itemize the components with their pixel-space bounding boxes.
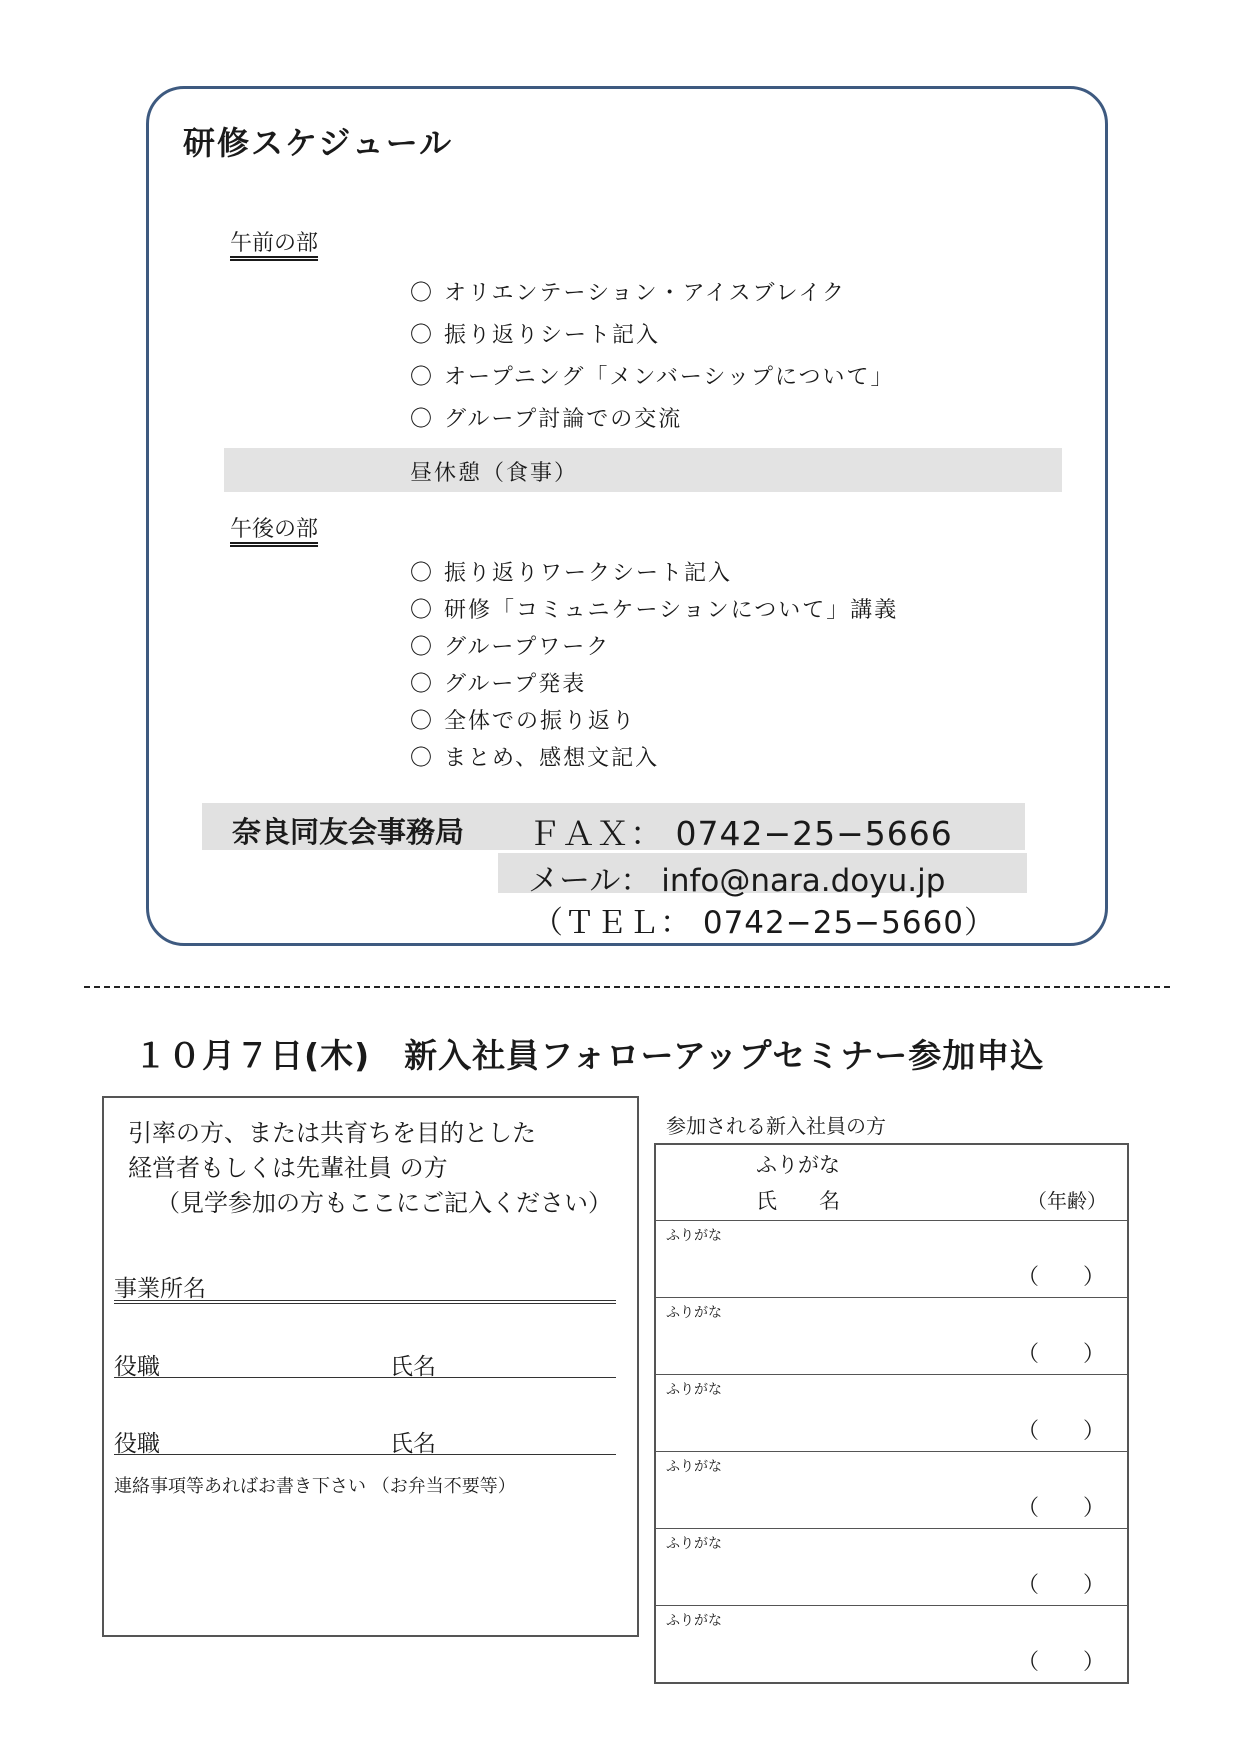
mail-address: メール： info@nara.doyu.jp <box>528 863 946 899</box>
morning-item <box>410 318 660 349</box>
circle-bullet-icon: 〇 <box>410 561 435 586</box>
item-label: 研修「コミュニケーションについて」講義 <box>444 598 899 623</box>
age-field[interactable]: （ ） <box>1016 1419 1105 1444</box>
circle-bullet-icon: 〇 <box>410 323 435 348</box>
employee-row[interactable] <box>656 1606 1127 1682</box>
afternoon-item <box>410 667 586 698</box>
header-name: 氏 名 <box>756 1189 840 1213</box>
row-furigana: ふりがな <box>666 1613 722 1629</box>
item-label: オリエンテーション・アイスブレイク <box>444 281 847 306</box>
fax-number: ＦＡＸ： 0742−25−5666 <box>528 814 953 853</box>
name-label: 氏名 <box>390 1354 436 1380</box>
employee-row[interactable] <box>656 1298 1127 1375</box>
item-label: まとめ、感想文記入 <box>444 746 660 771</box>
item-label: グループ発表 <box>444 672 587 697</box>
position-label: 役職 <box>114 1354 160 1380</box>
employee-table-header <box>656 1145 1127 1221</box>
supervisor-lead: （見学参加の方もここにご記入ください） <box>156 1189 612 1217</box>
age-field[interactable]: （ ） <box>1016 1573 1105 1598</box>
age-field[interactable]: （ ） <box>1016 1650 1105 1675</box>
header-furigana: ふりがな <box>756 1153 840 1177</box>
supervisor-lead: 引率の方、または共育ちを目的とした <box>128 1119 536 1147</box>
company-label: 事業所名 <box>114 1276 206 1302</box>
age-field[interactable]: （ ） <box>1016 1496 1105 1521</box>
afternoon-item <box>410 556 732 587</box>
circle-bullet-icon: 〇 <box>410 281 435 306</box>
supervisor-lead: 経営者もしくは先輩社員 の方 <box>128 1154 448 1182</box>
position-label: 役職 <box>114 1431 160 1457</box>
row-furigana: ふりがな <box>666 1459 722 1475</box>
cut-line <box>84 986 1170 988</box>
circle-bullet-icon: 〇 <box>410 365 435 390</box>
circle-bullet-icon: 〇 <box>410 672 435 697</box>
afternoon-item <box>410 741 659 772</box>
circle-bullet-icon: 〇 <box>410 635 435 660</box>
row-furigana: ふりがな <box>666 1228 722 1244</box>
employee-row[interactable] <box>656 1375 1127 1452</box>
age-field[interactable]: （ ） <box>1016 1265 1105 1290</box>
row-furigana: ふりがな <box>666 1536 722 1552</box>
morning-item <box>410 360 895 391</box>
row-furigana: ふりがな <box>666 1382 722 1398</box>
position-name-field[interactable] <box>114 1377 616 1378</box>
schedule-title: 研修スケジュール <box>183 124 454 162</box>
afternoon-heading: 午後の部 <box>230 517 319 542</box>
item-label: グループワーク <box>444 635 611 660</box>
afternoon-item <box>410 630 610 661</box>
notes-label: 連絡事項等あればお書き下さい （お弁当不要等） <box>114 1476 516 1497</box>
name-label: 氏名 <box>390 1431 436 1457</box>
item-label: 振り返りシート記入 <box>444 323 661 348</box>
row-furigana: ふりがな <box>666 1305 722 1321</box>
employee-row[interactable] <box>656 1452 1127 1529</box>
company-field[interactable] <box>114 1300 616 1304</box>
lunch-bar <box>224 448 1062 492</box>
circle-bullet-icon: 〇 <box>410 709 435 734</box>
morning-heading: 午前の部 <box>230 231 319 256</box>
form-title: １０月７日(木) 新入社員フォローアップセミナー参加申込 <box>134 1036 1045 1075</box>
item-label: グループ討論での交流 <box>444 407 683 432</box>
item-label: 全体での振り返り <box>444 709 637 734</box>
lunch-label: 昼休憩（食事） <box>410 461 579 486</box>
morning-item <box>410 402 682 433</box>
office-name: 奈良同友会事務局 <box>232 815 465 849</box>
employee-table <box>654 1143 1129 1684</box>
tel-number: （ＴＥＬ： 0742−25−5660） <box>532 905 997 941</box>
age-field[interactable]: （ ） <box>1016 1342 1105 1367</box>
employee-caption: 参加される新入社員の方 <box>666 1114 886 1138</box>
circle-bullet-icon: 〇 <box>410 746 435 771</box>
header-age: （年齢） <box>1027 1189 1107 1213</box>
circle-bullet-icon: 〇 <box>410 598 435 623</box>
item-label: オープニング「メンバーシップについて」 <box>444 365 895 390</box>
morning-item <box>410 276 846 307</box>
item-label: 振り返りワークシート記入 <box>444 561 733 586</box>
circle-bullet-icon: 〇 <box>410 407 435 432</box>
afternoon-item <box>410 593 898 624</box>
afternoon-item <box>410 704 636 735</box>
employee-row[interactable] <box>656 1221 1127 1298</box>
position-name-field[interactable] <box>114 1454 616 1455</box>
employee-row[interactable] <box>656 1529 1127 1606</box>
